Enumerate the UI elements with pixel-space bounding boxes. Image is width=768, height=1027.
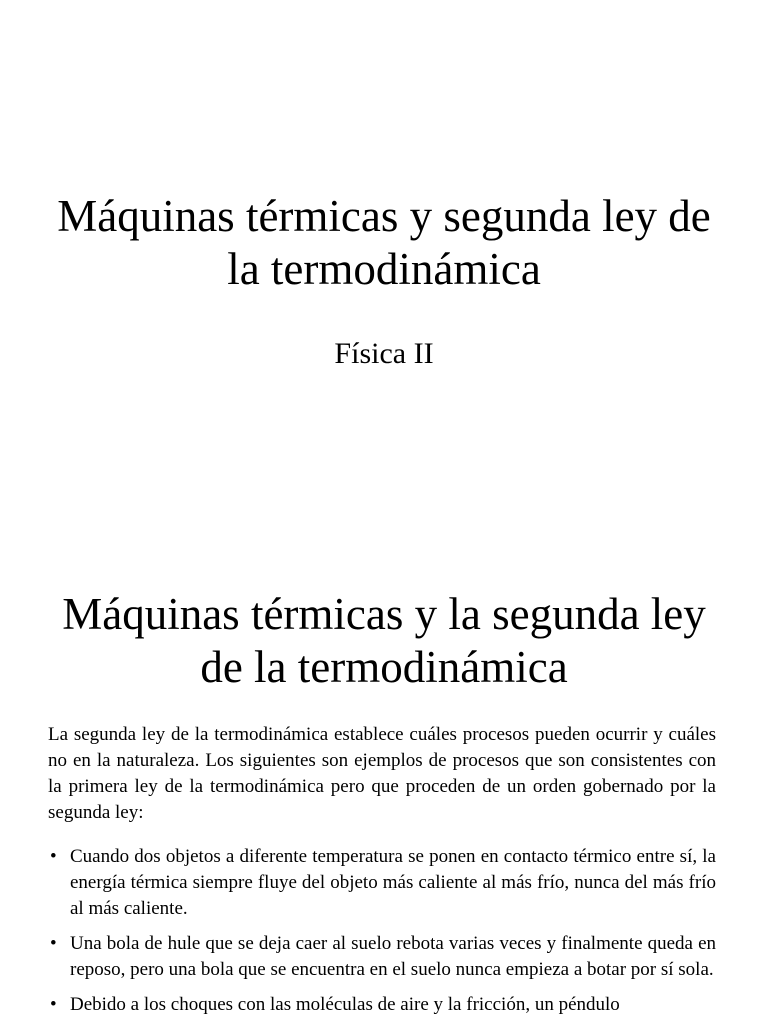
bullet-icon: • — [50, 994, 57, 1015]
slide-subtitle: Física II — [334, 337, 434, 370]
bullet-list — [48, 844, 716, 1027]
slide-title: Máquinas térmicas y segunda ley de la termodinámica — [57, 191, 711, 294]
content-slide — [0, 560, 768, 1024]
slide-title: Máquinas térmicas y la segunda ley de la termodinámica — [62, 589, 706, 692]
bullet-text: Una bola de hule que se deja caer al suelo rebota varias veces y finalmente queda en reposo, pero una bola que se encuentra en el suelo nunca empieza a botar por sí sola. — [70, 933, 716, 980]
list-item — [48, 931, 716, 983]
intro-paragraph: La segunda ley de la termodinámica establece cuáles procesos pueden ocurrir y cuáles no en la naturaleza. Los siguientes son ejemplos de procesos que son consistentes con la primera ley de la termodinámica pero que proceden de un orden gobernado por la segunda ley: — [48, 724, 716, 823]
bullet-text: Debido a los choques con las moléculas de aire y la fricción, un péndulo — [70, 994, 620, 1015]
list-item — [48, 844, 716, 922]
bullet-text: Cuando dos objetos a diferente temperatura se ponen en contacto térmico entre sí, la energía térmica siempre fluye del objeto más caliente al más frío, nunca del más frío al más caliente. — [70, 846, 716, 919]
list-item — [48, 992, 716, 1018]
bullet-icon: • — [50, 846, 57, 867]
bullet-icon: • — [50, 933, 57, 954]
